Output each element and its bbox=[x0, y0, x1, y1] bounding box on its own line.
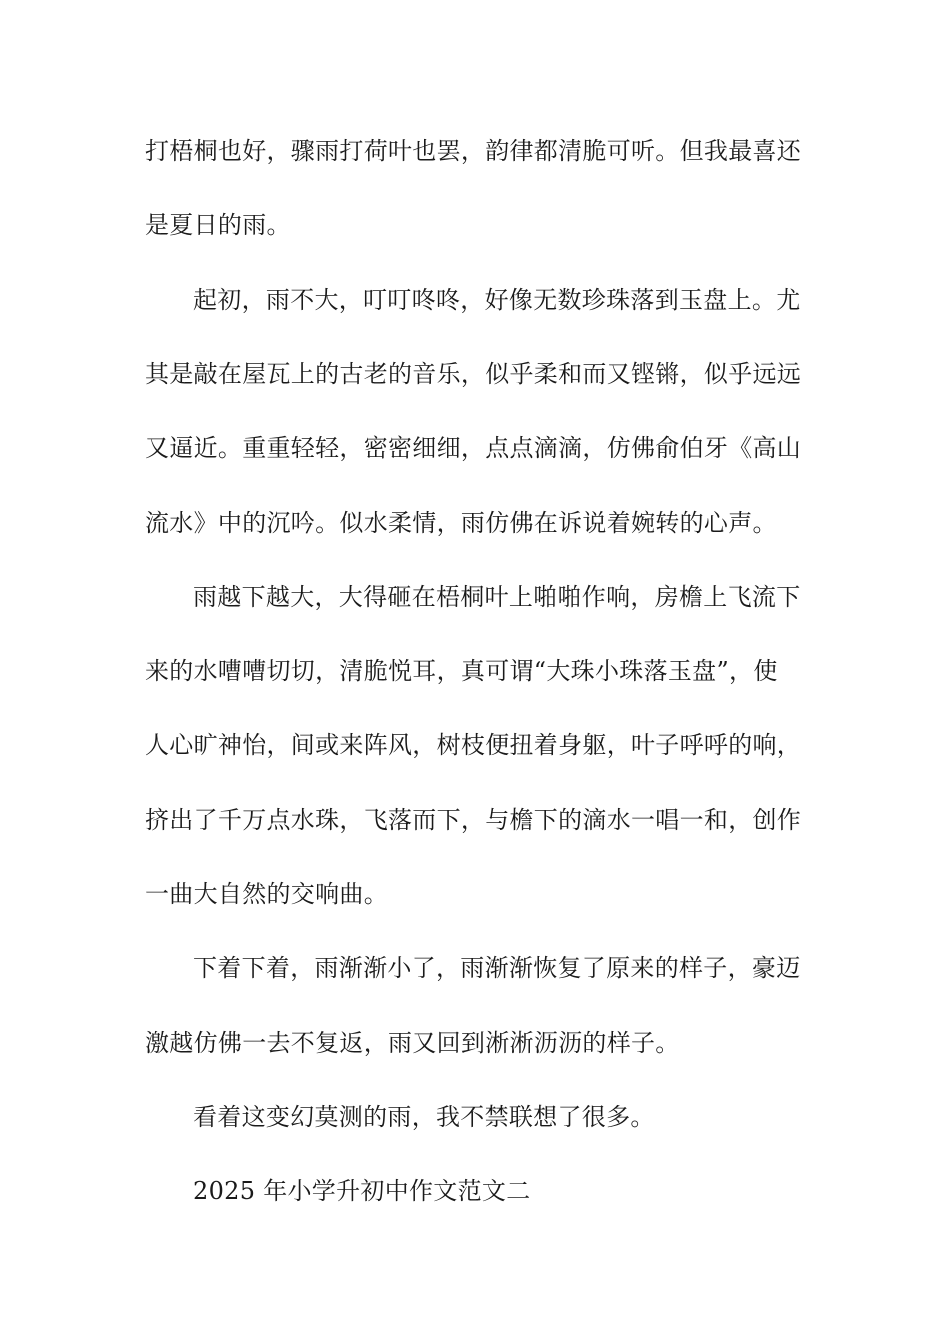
text-line: 挤出了千万点水珠，飞落而下，与檐下的滴水一唱一和，创作 bbox=[145, 806, 802, 834]
paragraph-start-line: 看着这变幻莫测的雨，我不禁联想了很多。 bbox=[193, 1103, 655, 1131]
paragraph-start-line: 下着下着，雨渐渐小了，雨渐渐恢复了原来的样子，豪迈 bbox=[193, 954, 801, 982]
paragraph-start-line: 起初，雨不大，叮叮咚咚，好像无数珍珠落到玉盘上。尤 bbox=[193, 286, 801, 314]
text-line: 其是敲在屋瓦上的古老的音乐，似乎柔和而又铿锵，似乎远远 bbox=[145, 360, 802, 388]
text-line: 又逼近。重重轻轻，密密细细，点点滴滴，仿佛俞伯牙《高山 bbox=[145, 434, 802, 462]
text-line: 流水》中的沉吟。似水柔情，雨仿佛在诉说着婉转的心声。 bbox=[145, 509, 777, 537]
text-line: 一曲大自然的交响曲。 bbox=[145, 880, 388, 908]
text-line: 人心旷神怡，间或来阵风，树枝便扭着身躯，叶子呼呼的响， bbox=[145, 731, 802, 759]
paragraph-start-line: 雨越下越大，大得砸在梧桐叶上啪啪作响，房檐上飞流下 bbox=[193, 583, 801, 611]
text-line: 来的水嘈嘈切切，清脆悦耳，真可谓“大珠小珠落玉盘”，使 bbox=[145, 657, 778, 685]
text-line: 打梧桐也好，骤雨打荷叶也罢，韵律都清脆可听。但我最喜还 bbox=[145, 137, 802, 165]
section-heading: 2025 年小学升初中作文范文二 bbox=[193, 1177, 531, 1205]
text-line: 是夏日的雨。 bbox=[145, 211, 291, 239]
text-line: 激越仿佛一去不复返，雨又回到淅淅沥沥的样子。 bbox=[145, 1029, 680, 1057]
